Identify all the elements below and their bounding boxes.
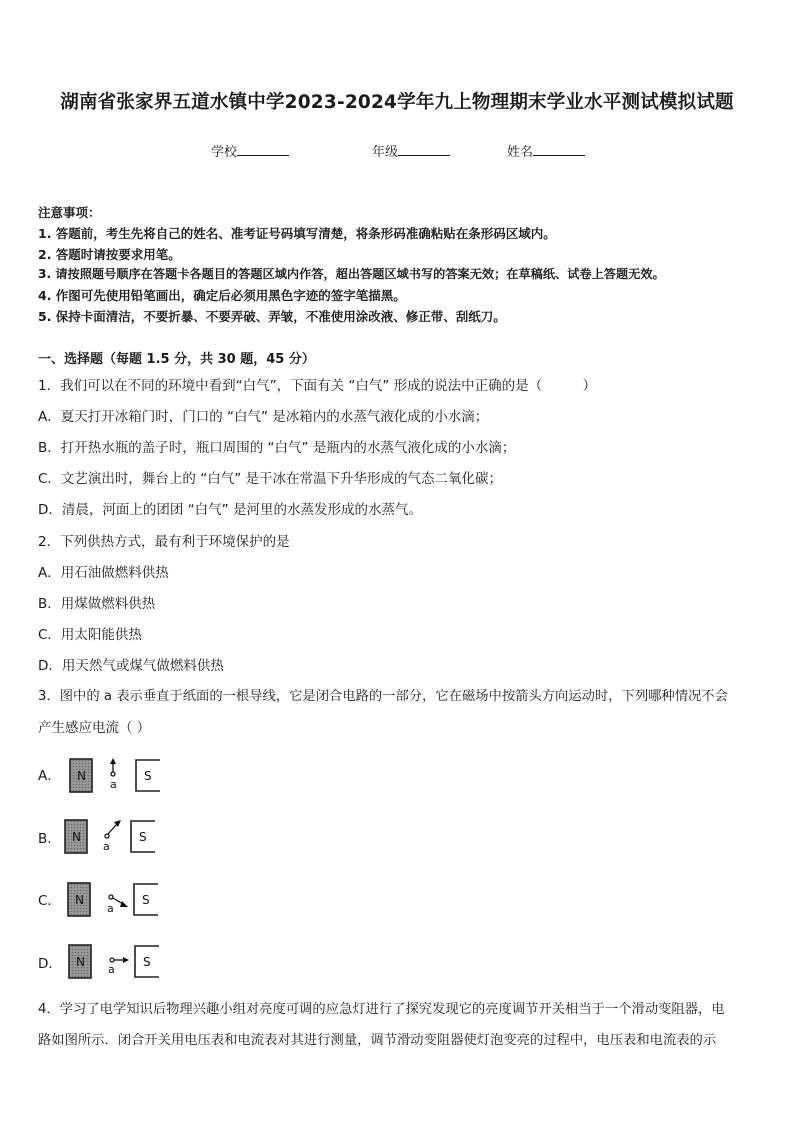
magnet-diagram-b [61,817,161,857]
question-3-option-b: B． [38,831,61,847]
north-pole-label: N [77,769,86,783]
note-item: 2. 答题时请按要求用笔。 [38,247,181,262]
school-blank [237,143,289,156]
question-3-option-a: A． [38,768,61,784]
name-field [507,141,585,160]
question-1-option-d: D．清晨，河面上的团团 “白气” 是河里的水蒸发形成的水蒸气。 [38,502,422,518]
south-pole-label: S [143,955,151,969]
question-1-option-b: B．打开热水瓶的盖子时，瓶口周围的 “白气” 是瓶内的水蒸气液化成的小水滴； [38,440,516,456]
north-pole-label: N [72,830,81,844]
wire-dot [109,895,113,899]
question-4-line1: 4．学习了电学知识后物理兴趣小组对亮度可调的应急灯进行了探究发现它的亮度调节开关相当于一个滑动变阻器，电 [38,1002,725,1017]
wire-label: a [103,840,110,853]
name-blank [533,143,585,156]
question-4-line2: 路如图所示．闭合开关用电压表和电流表对其进行测量，调节滑动变阻器使灯泡变亮的过程中，电压表和电流表的示 [38,1033,717,1048]
section-heading: 一、选择题（每题 1.5 分，共 30 题，45 分） [38,352,315,367]
grade-label: 年级 [372,145,399,160]
grade-blank [398,143,450,156]
magnet-diagram-d [65,942,165,982]
north-pole-label: N [76,955,85,969]
north-pole-label: N [75,893,84,907]
note-item: 3. 请按照题号顺序在答题卡各题目的答题区域内作答，超出答题区域书写的答案无效；在草稿纸、试卷上答题无效。 [38,267,665,281]
wire-label: a [110,778,117,791]
note-item: 4. 作图可先使用铅笔画出，确定后必须用黑色字迹的签字笔描黑。 [38,288,406,303]
question-3-stem-line2: 产生感应电流（ ） [38,720,151,736]
wire-label: a [108,963,115,976]
question-3-option-c: C． [38,893,61,909]
question-2-option-d: D．用天然气或煤气做燃料供热 [38,658,224,674]
wire-dot [111,772,115,776]
name-label: 姓名 [507,145,534,160]
page-title: 湖南省张家界五道水镇中学2023-2024学年九上物理期末学业水平测试模拟试题 [60,92,734,113]
motion-arrow-up-right-icon [108,824,117,834]
south-pole-label: S [142,893,150,907]
question-2-stem: 2．下列供热方式，最有利于环境保护的是 [38,534,290,550]
question-2-option-b: B．用煤做燃料供热 [38,596,156,612]
question-1-stem: 1．我们可以在不同的环境中看到“白气”，下面有关 “白气” 形成的说法中正确的是（ ） [38,378,597,394]
south-pole-label: S [139,830,147,844]
notes-heading: 注意事项： [38,205,101,220]
note-item: 5. 保持卡面清洁，不要折暴、不要弄破、弄皱，不准使用涂改液、修正带、刮纸刀。 [38,309,506,324]
grade-field [372,141,450,160]
magnet-diagram-a [66,756,166,796]
school-field [211,141,289,160]
wire-label: a [107,902,114,915]
question-2-option-c: C．用太阳能供热 [38,627,142,643]
question-2-option-a: A．用石油做燃料供热 [38,565,169,581]
question-1-option-c: C．文艺演出时，舞台上的 “白气” 是干冰在常温下升华形成的气态二氧化碳； [38,471,502,487]
wire-dot [110,958,114,962]
magnet-diagram-c [64,880,164,920]
question-3-option-d: D． [38,956,62,972]
question-3-stem-line1: 3．图中的 a 表示垂直于纸面的一根导线，它是闭合电路的一部分，它在磁场中按箭头方向运动时，下列哪种情况不会 [38,689,728,704]
wire-dot [105,834,109,838]
note-item: 1. 答题前，考生先将自己的姓名、准考证号码填写清楚，将条形码准确粘贴在条形码区域内。 [38,226,556,241]
question-1-option-a: A．夏天打开冰箱门时，门口的 “白气” 是冰箱内的水蒸气液化成的小水滴； [38,409,489,425]
south-pole-label: S [144,769,152,783]
school-label: 学校 [211,145,238,160]
